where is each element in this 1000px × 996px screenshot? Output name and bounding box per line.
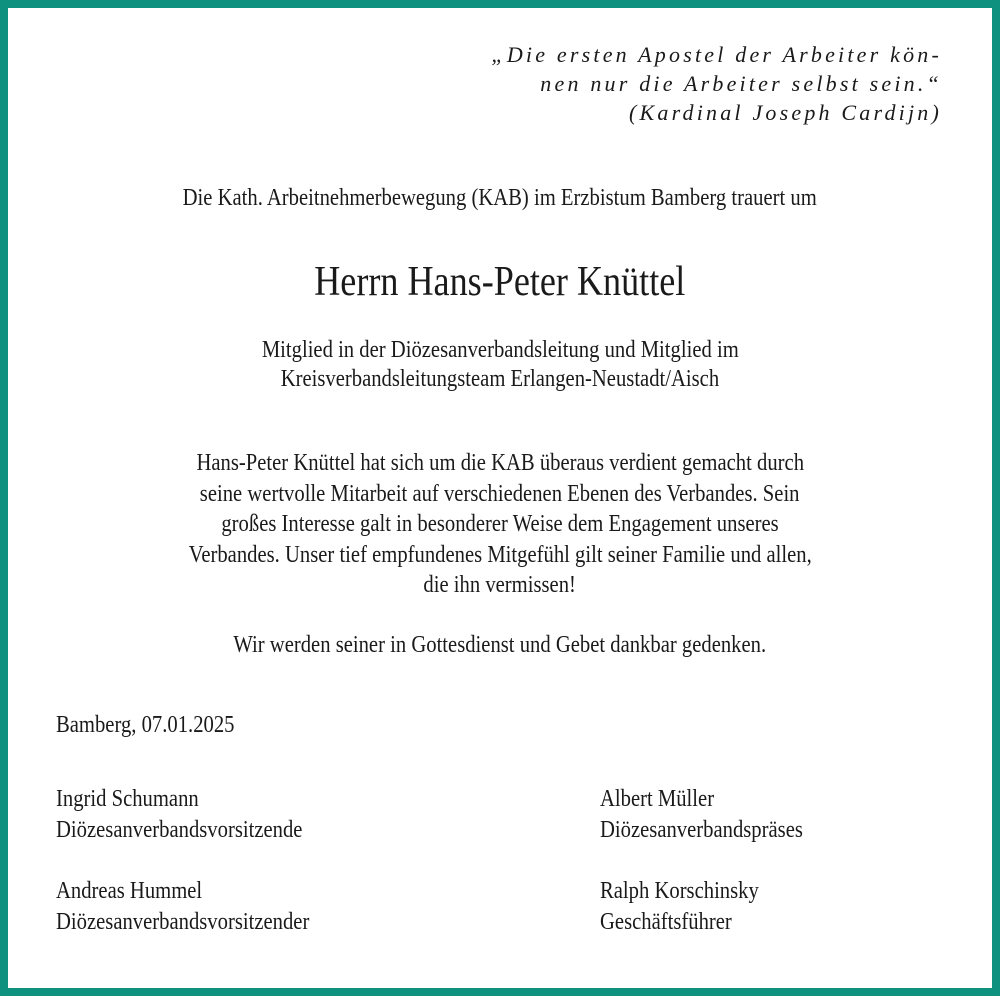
- tribute-line: seine wertvolle Mitarbeit auf verschiedenen Ebenen des Verbandes. Sein: [200, 480, 800, 507]
- signatory-4: [600, 876, 785, 938]
- quote-block: [491, 40, 942, 127]
- tribute-line: Verbandes. Unser tief empfundenes Mitgefühl gilt seiner Familie und allen,: [188, 541, 812, 568]
- signatory-3: [56, 876, 351, 938]
- signatory-title: Diözesanverbandspräses: [600, 817, 803, 843]
- closing-text: Wir werden seiner in Gottesdienst und Gebet dankbar gedenken.: [233, 632, 767, 658]
- tribute-line: die ihn vermissen!: [423, 572, 577, 599]
- intro-text: Die Kath. Arbeitnehmerbewegung (KAB) im Erzbistum Bamberg trauert um: [182, 185, 818, 211]
- signatory-2: [600, 784, 836, 846]
- signatory-title: Diözesanverbandsvorsitzende: [56, 817, 303, 843]
- place-date: Bamberg, 07.01.2025: [56, 712, 235, 738]
- tribute-text: [0, 448, 1000, 601]
- quote-attribution: (Kardinal Joseph Cardijn): [628, 100, 942, 125]
- quote-line: „Die ersten Apostel der Arbeiter kön-: [491, 42, 942, 67]
- signatory-title: Geschäftsführer: [600, 909, 732, 935]
- deceased-name: Herrn Hans-Peter Knüttel: [314, 259, 686, 305]
- signatory-name: Ingrid Schumann: [56, 786, 199, 812]
- role-description: [0, 336, 1000, 394]
- signatory-name: Albert Müller: [600, 786, 715, 812]
- signatory-1: [56, 784, 343, 846]
- signatory-title: Diözesanverbandsvorsitzender: [56, 909, 310, 935]
- tribute-line: Hans-Peter Knüttel hat sich um die KAB überaus verdient gemacht durch: [196, 450, 804, 476]
- role-line: Kreisverbandsleitungsteam Erlangen-Neustadt/Aisch: [280, 366, 720, 392]
- quote-line: nen nur die Arbeiter selbst sein.“: [540, 71, 942, 96]
- signatory-name: Ralph Korschinsky: [600, 878, 759, 904]
- tribute-line: großes Interesse galt in besonderer Weise dem Engagement unseres: [221, 511, 779, 538]
- role-line: Mitglied in der Diözesanverbandsleitung und Mitglied im: [261, 337, 739, 363]
- signatory-name: Andreas Hummel: [56, 878, 203, 904]
